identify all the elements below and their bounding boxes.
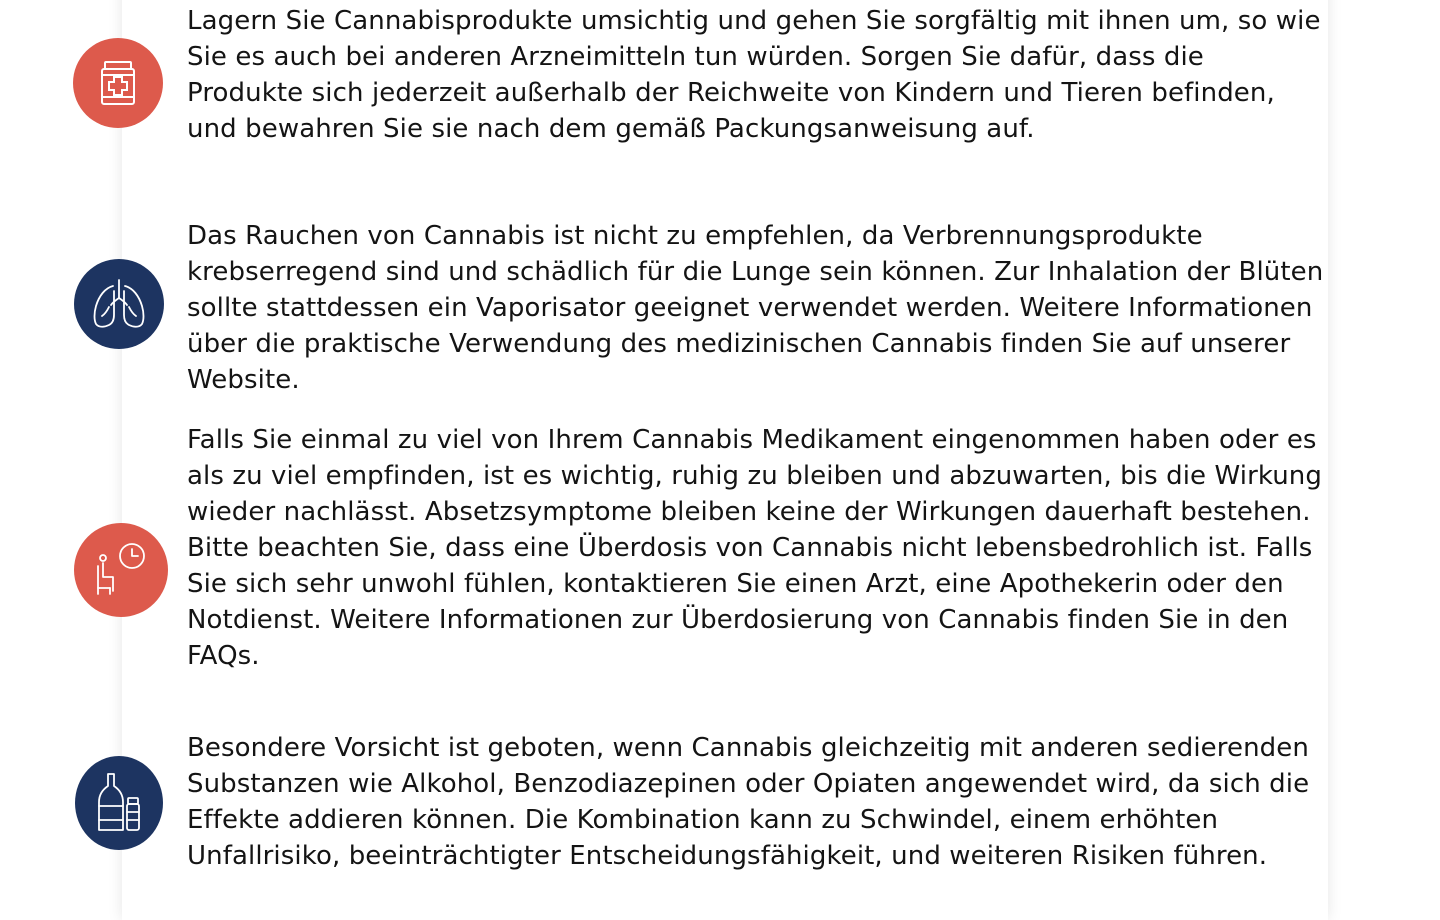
waiting-clock-icon xyxy=(74,523,168,617)
bottles-icon xyxy=(75,756,163,850)
storage-paragraph: Lagern Sie Cannabisprodukte umsichtig und gehen Sie sorgfältig mit ihnen um, so wie Sie es auch bei anderen Arzneimitteln tun würden. Sorgen Sie dafür, dass die Produkte sich jederzeit außerhalb der Reichweite von Kindern und Tieren befinden, und bewahren Sie sie nach dem gemäß Packungsanweisung auf. xyxy=(187,6,1321,144)
smoking-paragraph: Das Rauchen von Cannabis ist nicht zu empfehlen, da Verbrennungsprodukte krebserregend sind und schädlich für die Lunge sein können. Zur Inhalation der Blüten sollte stattdessen ein Vaporisator geeignet verwendet werden. Weitere Informationen über die praktische Verwendung des medizinischen Cannabis finden Sie auf unserer Website. xyxy=(187,221,1324,395)
lungs-icon xyxy=(74,259,164,349)
medicine-jar-icon xyxy=(73,38,163,128)
overdose-paragraph: Falls Sie einmal zu viel von Ihrem Cannabis Medikament eingenommen haben oder es als zu viel empfinden, ist es wichtig, ruhig zu bleiben und abzuwarten, bis die Wirkung wieder nachlässt. Absetzsymptome bleiben keine der Wirkungen dauerhaft bestehen. Bitte beachten Sie, dass eine Überdosis von Cannabis nicht lebensbedrohlich ist. Falls Sie sich sehr unwohl fühlen, kontaktieren Sie einen Arzt, eine Apothekerin oder den Notdienst. Weitere Informationen zur Überdosierung von Cannabis finden Sie in den FAQs. xyxy=(187,425,1322,671)
interaction-paragraph: Besondere Vorsicht ist geboten, wenn Cannabis gleichzeitig mit anderen sedierenden Substanzen wie Alkohol, Benzodiazepinen oder Opiaten angewendet wird, da sich die Effekte addieren können. Die Kombination kann zu Schwindel, einem erhöhten Unfallrisiko, beeinträchtigter Entscheidungsfähigkeit, und weiteren Risiken führen. xyxy=(187,733,1310,871)
